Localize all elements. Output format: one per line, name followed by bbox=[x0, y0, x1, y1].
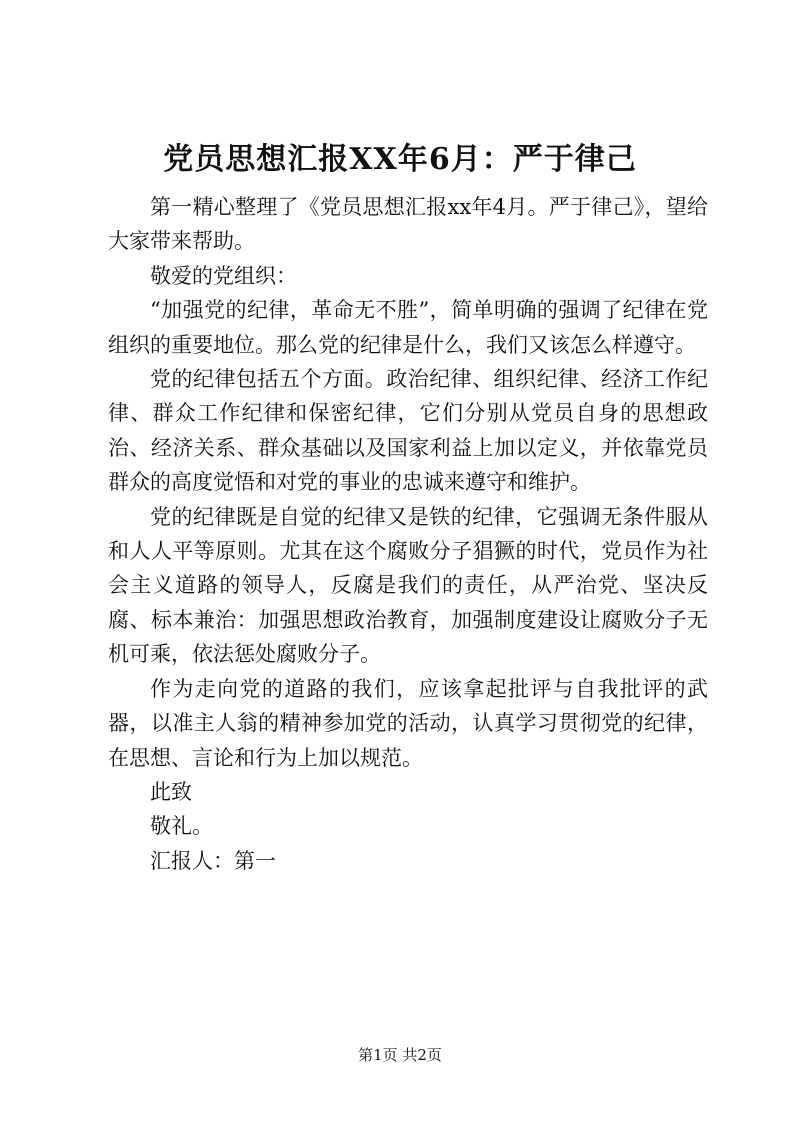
signature-line: 汇报人：第一 bbox=[150, 848, 276, 873]
closing-line-2: 敬礼。 bbox=[150, 814, 213, 839]
body-paragraph-2: 党的纪律包括五个方面。政治纪律、组织纪律、经济工作纪律、群众工作纪律和保密纪律，它们分别从党员自身的思想政治、经济关系、群众基础以及国家利益上加以定义，并依靠党员群众的高度觉悟和对党的事业的忠诚来遵守和维护。 bbox=[108, 367, 708, 495]
page-footer: 第1页 共2页 bbox=[358, 1046, 442, 1064]
body-paragraph-4: 作为走向党的道路的我们，应该拿起批评与自我批评的武器，以准主人翁的精神参加党的活动，认真学习贯彻党的纪律，在思想、言论和行为上加以规范。 bbox=[108, 676, 708, 770]
document-body bbox=[108, 190, 708, 878]
body-paragraph-1: “加强党的纪律，革命无不胜”，简单明确的强调了纪律在党组织的重要地位。那么党的纪律是什么，我们又该怎么样遵守。 bbox=[108, 298, 708, 357]
closing-line-1: 此致 bbox=[150, 779, 192, 804]
document-title: 党员思想汇报XX年6月：严于律己 bbox=[163, 142, 637, 177]
intro-paragraph: 第一精心整理了《党员思想汇报xx年4月。严于律己》，望给大家带来帮助。 bbox=[108, 195, 708, 254]
body-paragraph-3: 党的纪律既是自觉的纪律又是铁的纪律，它强调无条件服从和人人平等原则。尤其在这个腐败分子猖獗的时代，党员作为社会主义道路的领导人，反腐是我们的责任，从严治党、坚决反腐、标本兼治：加强思想政治教育，加强制度建设让腐败分子无机可乘，依法惩处腐败分子。 bbox=[108, 504, 708, 667]
salutation: 敬爱的党组织： bbox=[150, 263, 297, 288]
